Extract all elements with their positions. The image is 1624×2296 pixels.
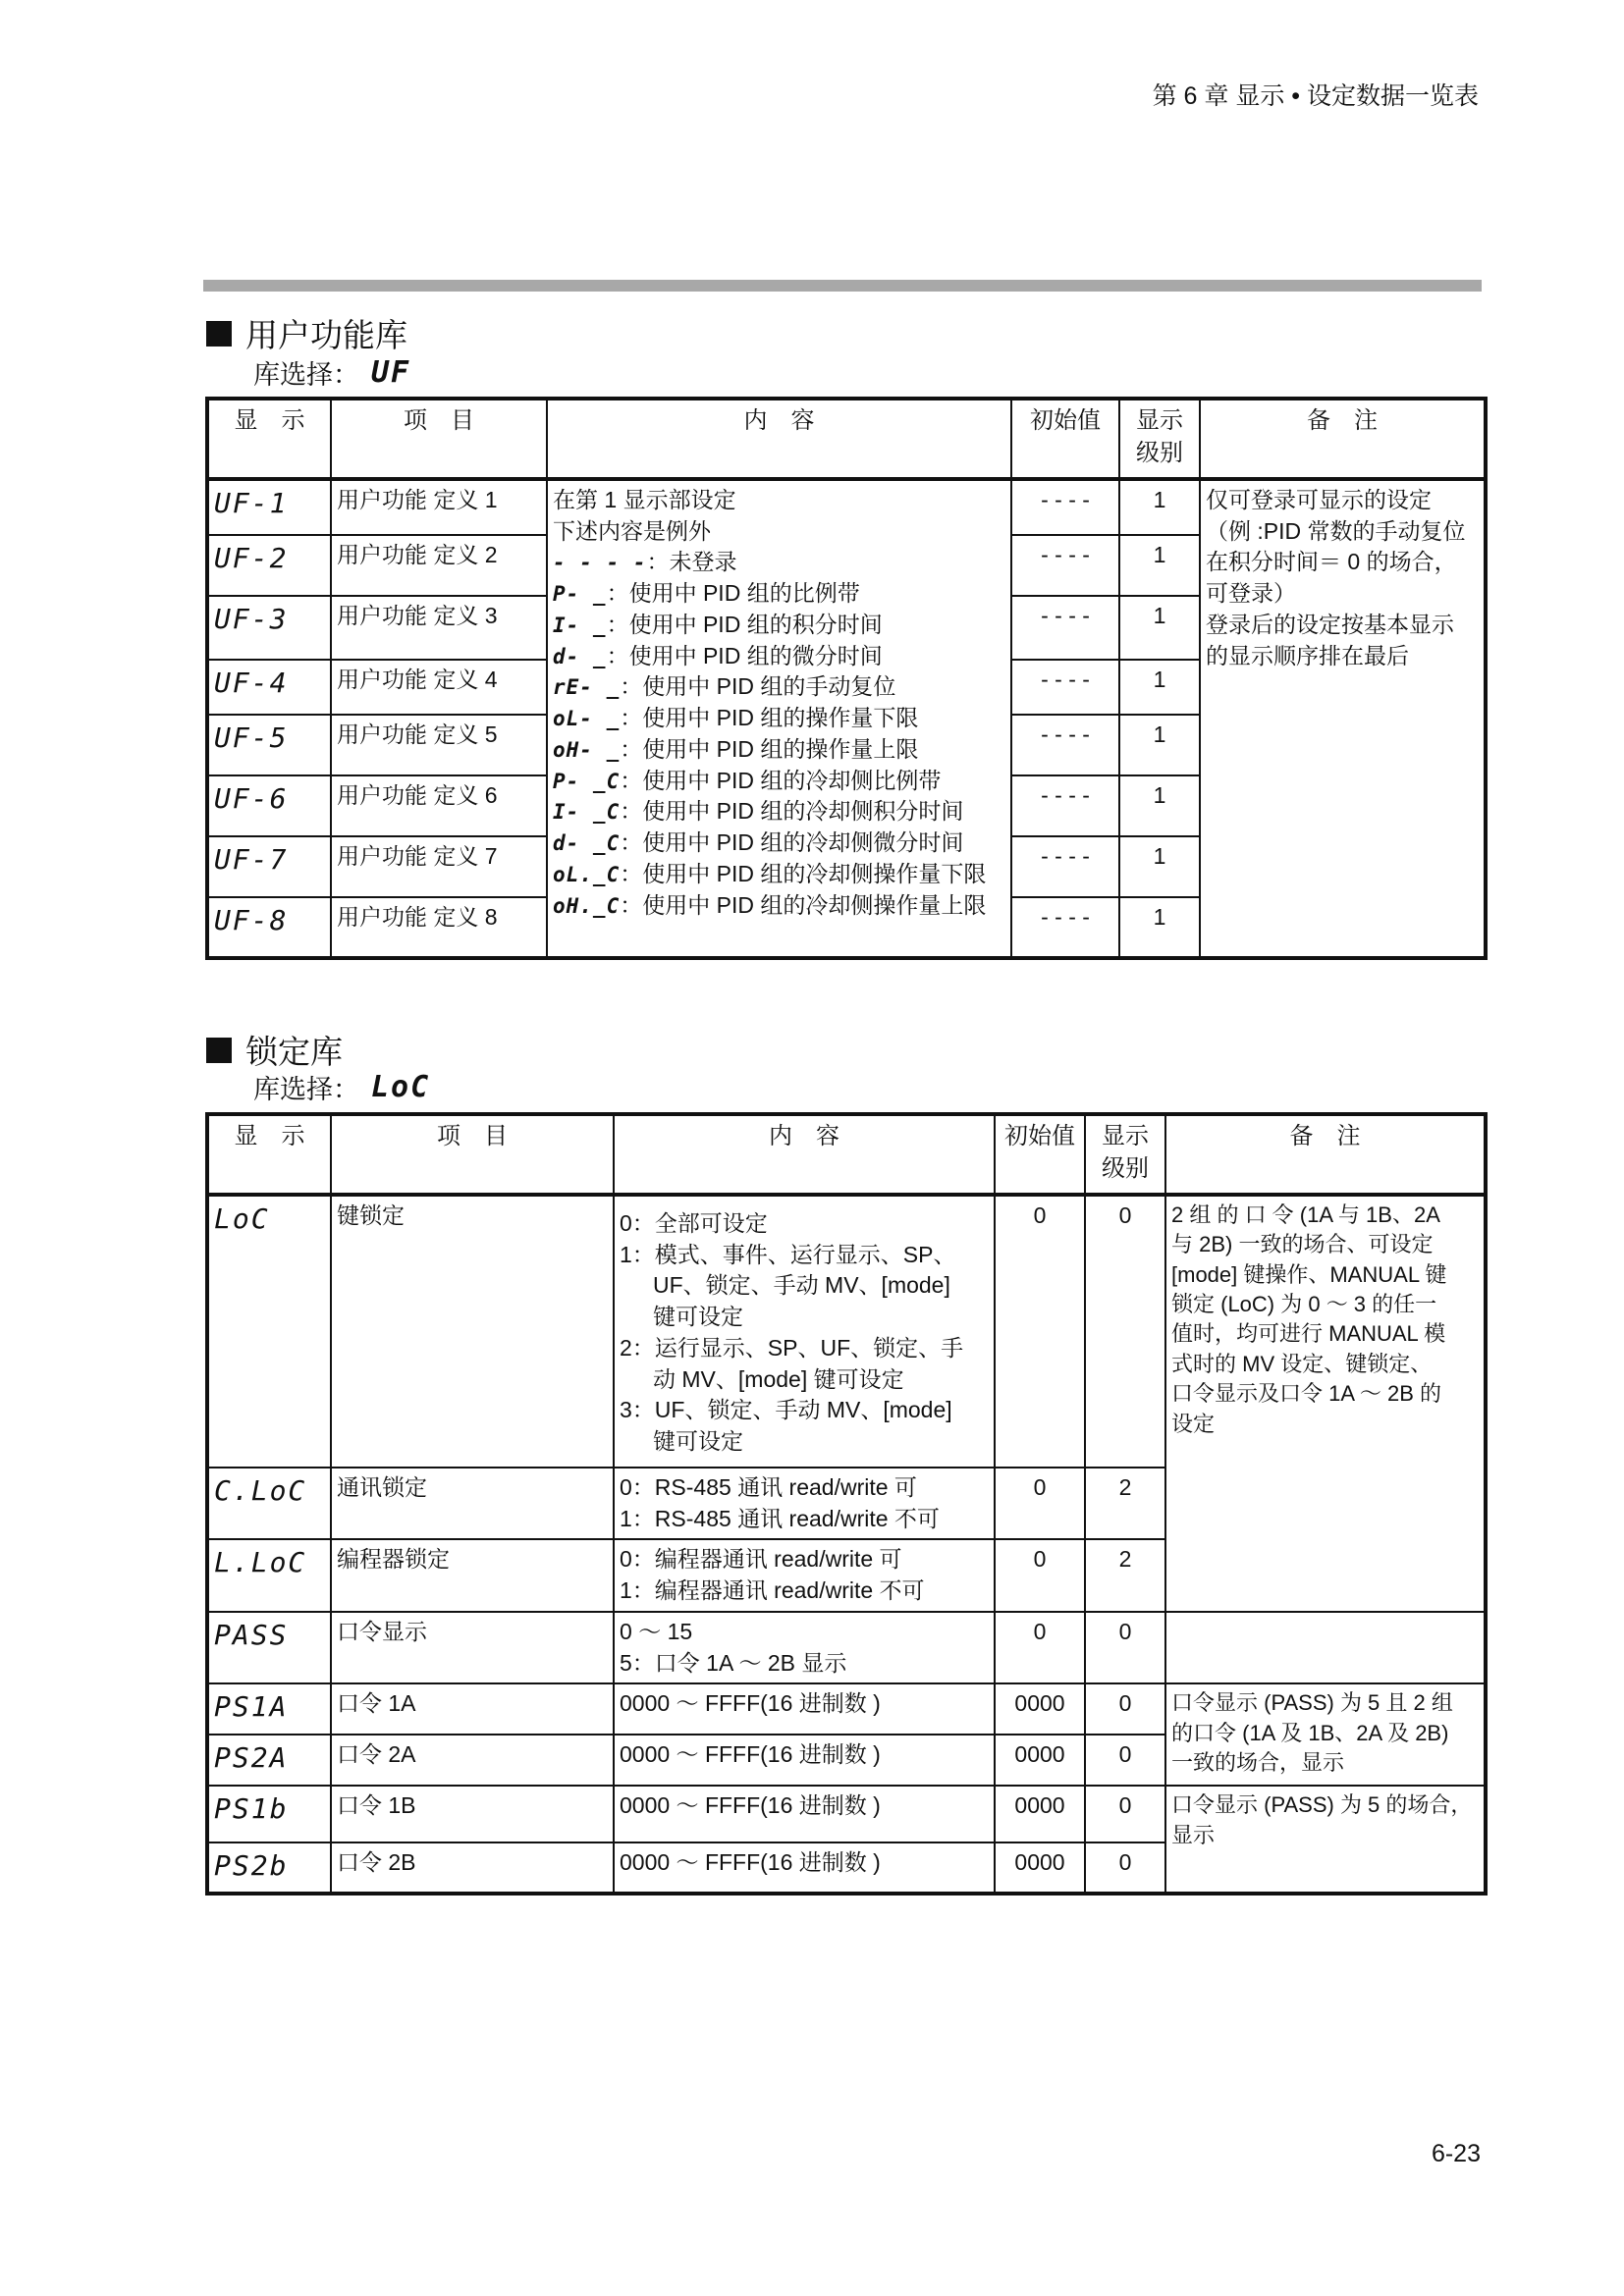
display-code: PS1A (207, 1683, 331, 1735)
display-level: 0 (1085, 1842, 1165, 1894)
content-line: oH- _：使用中 PID 组的操作量上限 (553, 735, 919, 762)
display-level: 0 (1085, 1735, 1165, 1786)
loc-select-label: 库选择： (253, 1075, 359, 1104)
display-code: LoC (207, 1195, 331, 1468)
item-name: 口令 2A (331, 1735, 614, 1786)
display-level: 1 (1119, 660, 1200, 715)
content-line: oL- _：使用中 PID 组的操作量下限 (553, 705, 919, 731)
item-name: 用户功能 定义 6 (331, 775, 547, 836)
remark-empty (1165, 1612, 1486, 1683)
initial-value: 0000 (995, 1735, 1085, 1786)
item-name: 键锁定 (331, 1195, 614, 1468)
display-code: UF-1 (207, 479, 331, 535)
remark-line: 仅可登录可显示的设定 (1206, 487, 1432, 512)
remark-line: 可登录） (1206, 580, 1296, 607)
initial-value: 0000 (995, 1683, 1085, 1735)
display-level: 0 (1085, 1612, 1165, 1683)
display-level: 1 (1119, 836, 1200, 897)
section-rule (203, 280, 1482, 292)
content-cell: 0000 ～ FFFF(16 进制数 ) (614, 1842, 995, 1894)
square-bullet-icon (206, 321, 232, 347)
loc-remark-cell-3: 口令显示 (PASS) 为 5 的场合， 显示 (1165, 1786, 1486, 1894)
content-line: I- _：使用中 PID 组的积分时间 (553, 611, 883, 637)
display-level: 1 (1119, 715, 1200, 775)
item-name: 口令 2B (331, 1842, 614, 1894)
display-level: 1 (1119, 479, 1200, 535)
display-level: 1 (1119, 596, 1200, 660)
loc-bank-select (253, 1068, 430, 1106)
uf-title: 用户功能库 (245, 317, 407, 353)
content-line: 下述内容是例外 (553, 517, 711, 544)
col-display: 显 示 (207, 399, 331, 479)
display-code: UF-6 (207, 775, 331, 836)
col-initial: 初始值 (995, 1114, 1085, 1195)
loc-table (205, 1112, 1488, 1896)
content-line: rE- _：使用中 PID 组的手动复位 (553, 673, 896, 700)
content-cell: 0 ～ 15 5：口令 1A ～ 2B 显示 (614, 1612, 995, 1683)
display-level: 1 (1119, 897, 1200, 958)
initial-value: - - - - (1011, 596, 1119, 660)
content-cell: 0：编程器通讯 read/write 可 1：编程器通讯 read/write 不可 (614, 1539, 995, 1611)
display-level: 1 (1119, 535, 1200, 596)
initial-value: - - - - (1011, 775, 1119, 836)
table-row (207, 1786, 1486, 1842)
content-cell: 0：RS-485 通讯 read/write 可 1：RS-485 通讯 read/write 不可 (614, 1468, 995, 1539)
item-name: 编程器锁定 (331, 1539, 614, 1611)
content-line: 在第 1 显示部设定 (553, 487, 736, 512)
content-cell: 0000 ～ FFFF(16 进制数 ) (614, 1786, 995, 1842)
col-remark: 备 注 (1165, 1114, 1486, 1195)
item-name: 用户功能 定义 5 (331, 715, 547, 775)
content-line: - - - -：未登录 (553, 549, 737, 575)
page-header: 第 6 章 显示 • 设定数据一览表 (1152, 82, 1479, 110)
item-name: 口令 1B (331, 1786, 614, 1842)
initial-value: - - - - (1011, 535, 1119, 596)
display-code: UF-8 (207, 897, 331, 958)
initial-value: - - - - (1011, 479, 1119, 535)
loc-section-title (206, 1027, 343, 1073)
display-level: 1 (1119, 775, 1200, 836)
display-code: UF-4 (207, 660, 331, 715)
item-name: 用户功能 定义 1 (331, 479, 547, 535)
remark-line: 登录后的设定按基本显示 (1206, 611, 1454, 637)
loc-remark-cell: 2 组 的 口 令 (1A 与 1B、2A 与 2B) 一致的场合、可设定 [mode] 键操作、MANUAL 键 锁定 (LoC) 为 0 ～ 3 的任一 值时，均可进行 MANUAL 模 式时的 MV 设定、键锁定、 口令显示及口令 1A ～ 2B 的 设定 (1165, 1195, 1486, 1612)
page-number: 6-23 (1431, 2140, 1481, 2167)
table-row (207, 1195, 1486, 1468)
initial-value: 0 (995, 1195, 1085, 1468)
initial-value: 0000 (995, 1842, 1085, 1894)
display-code: PS2A (207, 1735, 331, 1786)
table-row (207, 479, 1486, 535)
item-name: 用户功能 定义 2 (331, 535, 547, 596)
initial-value: - - - - (1011, 836, 1119, 897)
col-display: 显 示 (207, 1114, 331, 1195)
initial-value: 0 (995, 1612, 1085, 1683)
uf-table (205, 397, 1488, 960)
content-line: I- _C：使用中 PID 组的冷却侧积分时间 (553, 798, 964, 825)
col-item: 项 目 (331, 399, 547, 479)
content-cell: 0000 ～ FFFF(16 进制数 ) (614, 1735, 995, 1786)
content-line: d- _C：使用中 PID 组的冷却侧微分时间 (553, 829, 964, 856)
loc-remark-cell-2: 口令显示 (PASS) 为 5 且 2 组 的口令 (1A 及 1B、2A 及 2B) 一致的场合，显示 (1165, 1683, 1486, 1786)
item-name: 用户功能 定义 4 (331, 660, 547, 715)
display-code: C.LoC (207, 1468, 331, 1539)
square-bullet-icon (206, 1038, 232, 1063)
content-line: P- _C：使用中 PID 组的冷却侧比例带 (553, 767, 942, 793)
display-code: UF-7 (207, 836, 331, 897)
item-name: 用户功能 定义 3 (331, 596, 547, 660)
table-row (207, 1683, 1486, 1735)
col-level: 显示 级别 (1085, 1114, 1165, 1195)
table-row (207, 1612, 1486, 1683)
initial-value: - - - - (1011, 715, 1119, 775)
col-content: 内 容 (547, 399, 1011, 479)
initial-value: 0 (995, 1468, 1085, 1539)
display-level: 0 (1085, 1195, 1165, 1468)
initial-value: - - - - (1011, 660, 1119, 715)
item-name: 口令 1A (331, 1683, 614, 1735)
uf-bank-select (253, 353, 410, 392)
content-line: d- _：使用中 PID 组的微分时间 (553, 642, 883, 668)
display-code: UF-2 (207, 535, 331, 596)
display-code: PASS (207, 1612, 331, 1683)
content-cell: 0：全部可设定 1：模式、事件、运行显示、SP、 UF、锁定、手动 MV、[mode] 键可设定 2：运行显示、SP、UF、锁定、手 动 MV、[mode] 键可设定 3：UF、锁定、手动 MV、[mode] 键可设定 (614, 1195, 995, 1468)
item-name: 通讯锁定 (331, 1468, 614, 1539)
display-code: L.LoC (207, 1539, 331, 1611)
remark-line: 的显示顺序排在最后 (1206, 642, 1409, 668)
uf-select-code: UF (371, 355, 411, 390)
display-code: PS2b (207, 1842, 331, 1894)
col-content: 内 容 (614, 1114, 995, 1195)
col-item: 项 目 (331, 1114, 614, 1195)
display-level: 0 (1085, 1683, 1165, 1735)
remark-line: 在积分时间＝ 0 的场合， (1206, 549, 1457, 575)
uf-remark-cell (1200, 479, 1486, 958)
loc-title: 锁定库 (245, 1034, 343, 1070)
col-level: 显示 级别 (1119, 399, 1200, 479)
content-cell: 0000 ～ FFFF(16 进制数 ) (614, 1683, 995, 1735)
display-level: 2 (1085, 1468, 1165, 1539)
display-code: UF-3 (207, 596, 331, 660)
col-remark: 备 注 (1200, 399, 1486, 479)
content-line: oH._C：使用中 PID 组的冷却侧操作量上限 (553, 891, 987, 918)
display-code: UF-5 (207, 715, 331, 775)
item-name: 口令显示 (331, 1612, 614, 1683)
item-name: 用户功能 定义 7 (331, 836, 547, 897)
initial-value: 0000 (995, 1786, 1085, 1842)
initial-value: - - - - (1011, 897, 1119, 958)
uf-section-title (206, 310, 407, 356)
display-code: PS1b (207, 1786, 331, 1842)
loc-select-code: LoC (371, 1070, 431, 1104)
remark-line: （例 :PID 常数的手动复位 (1206, 517, 1466, 544)
col-initial: 初始值 (1011, 399, 1119, 479)
uf-content-cell (547, 479, 1011, 958)
item-name: 用户功能 定义 8 (331, 897, 547, 958)
display-level: 0 (1085, 1786, 1165, 1842)
content-line: oL._C：使用中 PID 组的冷却侧操作量下限 (553, 860, 987, 886)
content-line: P- _：使用中 PID 组的比例带 (553, 580, 860, 607)
uf-select-label: 库选择： (253, 360, 359, 390)
initial-value: 0 (995, 1539, 1085, 1611)
display-level: 2 (1085, 1539, 1165, 1611)
